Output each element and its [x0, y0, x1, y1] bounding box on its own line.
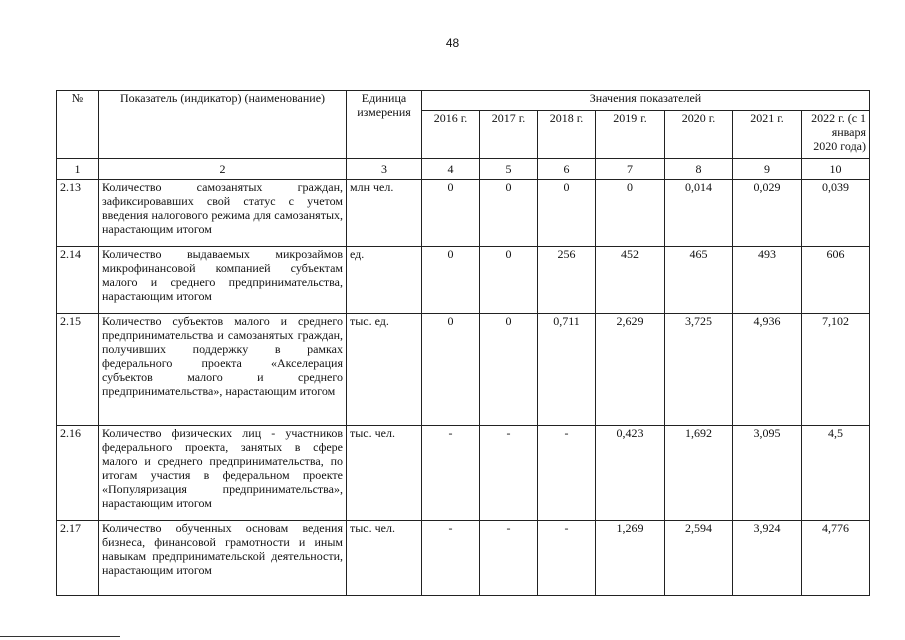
header-unit: Единица измерения — [347, 91, 422, 159]
indicator-name: Количество самозанятых граждан, зафиксировавших свой статус с учетом введения налогового режима для самозанятых, нарастающим итогом — [99, 180, 347, 247]
value-cell: 0 — [422, 180, 480, 247]
row-number: 2.15 — [57, 314, 99, 426]
value-cell: 2,629 — [596, 314, 665, 426]
table-row — [57, 521, 870, 596]
value-cell: 452 — [596, 247, 665, 314]
header-year: 2020 г. — [665, 111, 733, 159]
value-cell: 4,936 — [733, 314, 802, 426]
value-cell: 3,725 — [665, 314, 733, 426]
unit-cell: ед. — [347, 247, 422, 314]
table-row — [57, 426, 870, 521]
value-cell: 1,269 — [596, 521, 665, 596]
value-cell: 0 — [538, 180, 596, 247]
header-year: 2019 г. — [596, 111, 665, 159]
value-cell: 3,095 — [733, 426, 802, 521]
column-number: 7 — [596, 159, 665, 180]
value-cell: - — [538, 426, 596, 521]
value-cell: - — [538, 521, 596, 596]
header-year: 2016 г. — [422, 111, 480, 159]
unit-cell: тыс. ед. — [347, 314, 422, 426]
column-number: 1 — [57, 159, 99, 180]
value-cell: 0 — [480, 247, 538, 314]
value-cell: 4,776 — [802, 521, 870, 596]
indicator-name: Количество субъектов малого и среднего предпринимательства и самозанятых граждан, получивших поддержку в рамках федерального проекта «Акселерация субъектов малого и среднего предпринимательства», нарастающим итогом — [99, 314, 347, 426]
column-number: 10 — [802, 159, 870, 180]
header-year: 2022 г. (с 1 января 2020 года) — [802, 111, 870, 159]
page-number: 48 — [445, 36, 460, 50]
value-cell: 1,692 — [665, 426, 733, 521]
header-year: 2018 г. — [538, 111, 596, 159]
value-cell: 3,924 — [733, 521, 802, 596]
row-number: 2.16 — [57, 426, 99, 521]
value-cell: - — [422, 426, 480, 521]
column-number: 9 — [733, 159, 802, 180]
value-cell: 0 — [422, 314, 480, 426]
table-row — [57, 314, 870, 426]
value-cell: 0,014 — [665, 180, 733, 247]
header-values-group: Значения показателей — [422, 91, 870, 111]
column-number: 5 — [480, 159, 538, 180]
value-cell: 0 — [480, 314, 538, 426]
header-year: 2017 г. — [480, 111, 538, 159]
value-cell: 4,5 — [802, 426, 870, 521]
indicator-name: Количество обученных основам ведения бизнеса, финансовой грамотности и иным навыкам предпринимательской деятельности, нарастающим итогом — [99, 521, 347, 596]
header-no: № — [57, 91, 99, 159]
column-number: 6 — [538, 159, 596, 180]
column-number: 3 — [347, 159, 422, 180]
indicator-name: Количество выдаваемых микрозаймов микрофинансовой компанией субъектам малого и среднего предпринимательства, нарастающим итогом — [99, 247, 347, 314]
value-cell: 465 — [665, 247, 733, 314]
header-indicator: Показатель (индикатор) (наименование) — [99, 91, 347, 159]
indicator-name: Количество физических лиц - участников федерального проекта, занятых в сфере малого и среднего предпринимательства, по итогам участия в федеральном проекте «Популяризация предпринимательства», нарастающим итогом — [99, 426, 347, 521]
value-cell: 0 — [422, 247, 480, 314]
unit-cell: тыс. чел. — [347, 426, 422, 521]
row-number: 2.13 — [57, 180, 99, 247]
value-cell: 493 — [733, 247, 802, 314]
table-row — [57, 180, 870, 247]
row-number: 2.17 — [57, 521, 99, 596]
row-number: 2.14 — [57, 247, 99, 314]
column-number-row — [57, 159, 870, 180]
value-cell: - — [480, 521, 538, 596]
value-cell: 606 — [802, 247, 870, 314]
value-cell: 0,039 — [802, 180, 870, 247]
value-cell: - — [422, 521, 480, 596]
value-cell: 0,711 — [538, 314, 596, 426]
value-cell: 2,594 — [665, 521, 733, 596]
indicators-table — [56, 90, 870, 596]
value-cell: 0 — [596, 180, 665, 247]
column-number: 2 — [99, 159, 347, 180]
value-cell: 256 — [538, 247, 596, 314]
value-cell: 7,102 — [802, 314, 870, 426]
value-cell: 0 — [480, 180, 538, 247]
value-cell: 0,029 — [733, 180, 802, 247]
column-number: 4 — [422, 159, 480, 180]
column-number: 8 — [665, 159, 733, 180]
value-cell: 0,423 — [596, 426, 665, 521]
footnote-divider — [0, 636, 120, 637]
value-cell: - — [480, 426, 538, 521]
table-row — [57, 247, 870, 314]
unit-cell: тыс. чел. — [347, 521, 422, 596]
unit-cell: млн чел. — [347, 180, 422, 247]
header-year: 2021 г. — [733, 111, 802, 159]
